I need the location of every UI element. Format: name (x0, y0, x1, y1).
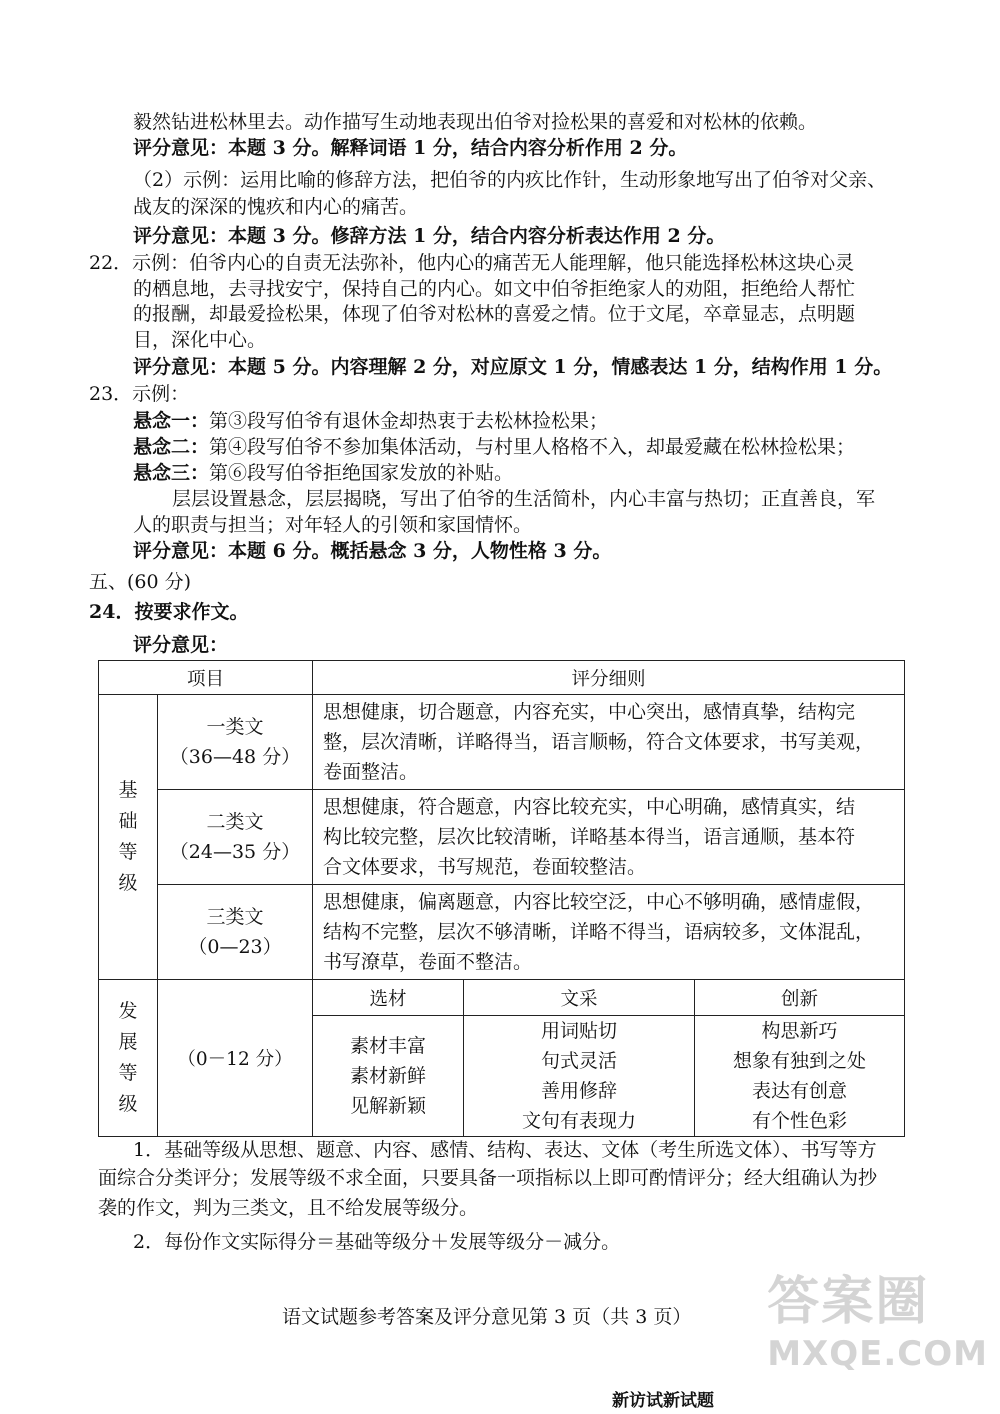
scoring-table (98, 660, 905, 1137)
grade-1-rule: 思想健康，切合题意，内容充实，中心突出，感情真挚，结构完 整，层次清晰，详略得当，语言顺畅，符合文体要求，书写美观， 卷面整洁。 (313, 695, 905, 790)
text-line: 层层设置悬念，层层揭晓，写出了伯爷的生活简朴，内心丰富与热切；正直善良，军 (172, 488, 876, 510)
question-22: 22．示例：伯爷内心的自责无法弥补，他内心的痛苦无人能理解，他只能选择松林这块心灵 (89, 252, 855, 274)
col-head-material: 选材 (313, 980, 464, 1016)
text-line: 目，深化中心。 (133, 329, 267, 351)
innovation-criteria: 构思新巧 想象有独到之处 表达有创意 有个性色彩 (695, 1016, 905, 1137)
section-five: 五、(60 分) (89, 571, 192, 593)
page-footer: 语文试题参考答案及评分意见第 3 页（共 3 页） (282, 1306, 692, 1328)
scoring-note: 评分意见：本题 6 分。概括悬念 3 分，人物性格 3 分。 (133, 540, 612, 562)
grade-3-rule: 思想健康，偏离题意，内容比较空泛，中心不够明确，感情虚假， 结构不完整，层次不够清晰，详略不得当，语病较多，文体混乱， 书写潦草，卷面不整洁。 (313, 885, 905, 980)
basic-level-label: 基 础 等 级 (99, 695, 158, 980)
development-level-label: 发 展 等 级 (99, 980, 158, 1137)
style-criteria: 用词贴切 句式灵活 善用修辞 文句有表现力 (464, 1016, 695, 1137)
text-line: （2）示例：运用比喻的修辞方法，把伯爷的内疚比作针，生动形象地写出了伯爷对父亲、 (133, 169, 887, 191)
grade-1: 一类文 （36—48 分） (158, 695, 313, 790)
scoring-note: 评分意见： (133, 634, 229, 656)
bottom-caption: 新访试新试题 (612, 1391, 714, 1411)
header-item: 项目 (99, 661, 313, 695)
scoring-note: 评分意见：本题 3 分。解释词语 1 分，结合内容分析作用 2 分。 (133, 137, 688, 159)
development-range: （0－12 分） (158, 980, 313, 1137)
question-23: 23．示例： (89, 383, 190, 405)
text-line: 战友的深深的愧疚和内心的痛苦。 (133, 196, 419, 218)
text-line: 的栖息地，去寻找安宁，保持自己的内心。如文中伯爷拒绝家人的劝阻，拒绝给人帮忙 (133, 278, 856, 300)
suspense-3: 悬念三：第⑥段写伯爷拒绝国家发放的补贴。 (133, 462, 514, 484)
suspense-1: 悬念一：第③段写伯爷有退休金却热衷于去松林捡松果； (133, 410, 609, 432)
question-24: 24．按要求作文。 (89, 601, 249, 623)
note-1-cont: 面综合分类评分；发展等级不求全面，只要具备一项指标以上即可酌情评分；经大组确认为抄 (98, 1167, 878, 1189)
grade-2: 二类文 （24—35 分） (158, 790, 313, 885)
col-head-style: 文采 (464, 980, 695, 1016)
grade-2-rule: 思想健康，符合题意，内容比较充实，中心明确，感情真实，结 构比较完整，层次比较清晰，详略基本得当，语言通顺，基本符 合文体要求，书写规范，卷面较整洁。 (313, 790, 905, 885)
note-1: 1．基础等级从思想、题意、内容、感情、结构、表达、文体（考生所选文体）、书写等方 (133, 1139, 877, 1161)
scoring-note: 评分意见：本题 3 分。修辞方法 1 分，结合内容分析表达作用 2 分。 (133, 225, 726, 247)
col-head-innovation: 创新 (695, 980, 905, 1016)
text-line: 的报酬，却最爱捡松果，体现了伯爷对松林的喜爱之情。位于文尾，卒章显志，点明题 (133, 303, 856, 325)
text-line: 毅然钻进松林里去。动作描写生动地表现出伯爷对捡松果的喜爱和对松林的依赖。 (133, 111, 818, 133)
material-criteria: 素材丰富 素材新鲜 见解新颖 (313, 1016, 464, 1137)
scoring-note: 评分意见：本题 5 分。内容理解 2 分，对应原文 1 分，情感表达 1 分，结构作用 1 分。 (133, 356, 893, 378)
header-rule: 评分细则 (313, 661, 905, 695)
watermark: 答案圈 MXQE.COM (767, 1272, 988, 1374)
note-1-cont: 袭的作文，判为三类文，且不给发展等级分。 (98, 1197, 479, 1219)
text-line: 人的职责与担当；对年轻人的引领和家国情怀。 (133, 514, 533, 536)
grade-3: 三类文 （0—23） (158, 885, 313, 980)
note-2: 2．每份作文实际得分＝基础等级分＋发展等级分－减分。 (133, 1231, 621, 1253)
suspense-2: 悬念二：第④段写伯爷不参加集体活动，与村里人格格不入，却最爱藏在松林捡松果； (133, 436, 856, 458)
